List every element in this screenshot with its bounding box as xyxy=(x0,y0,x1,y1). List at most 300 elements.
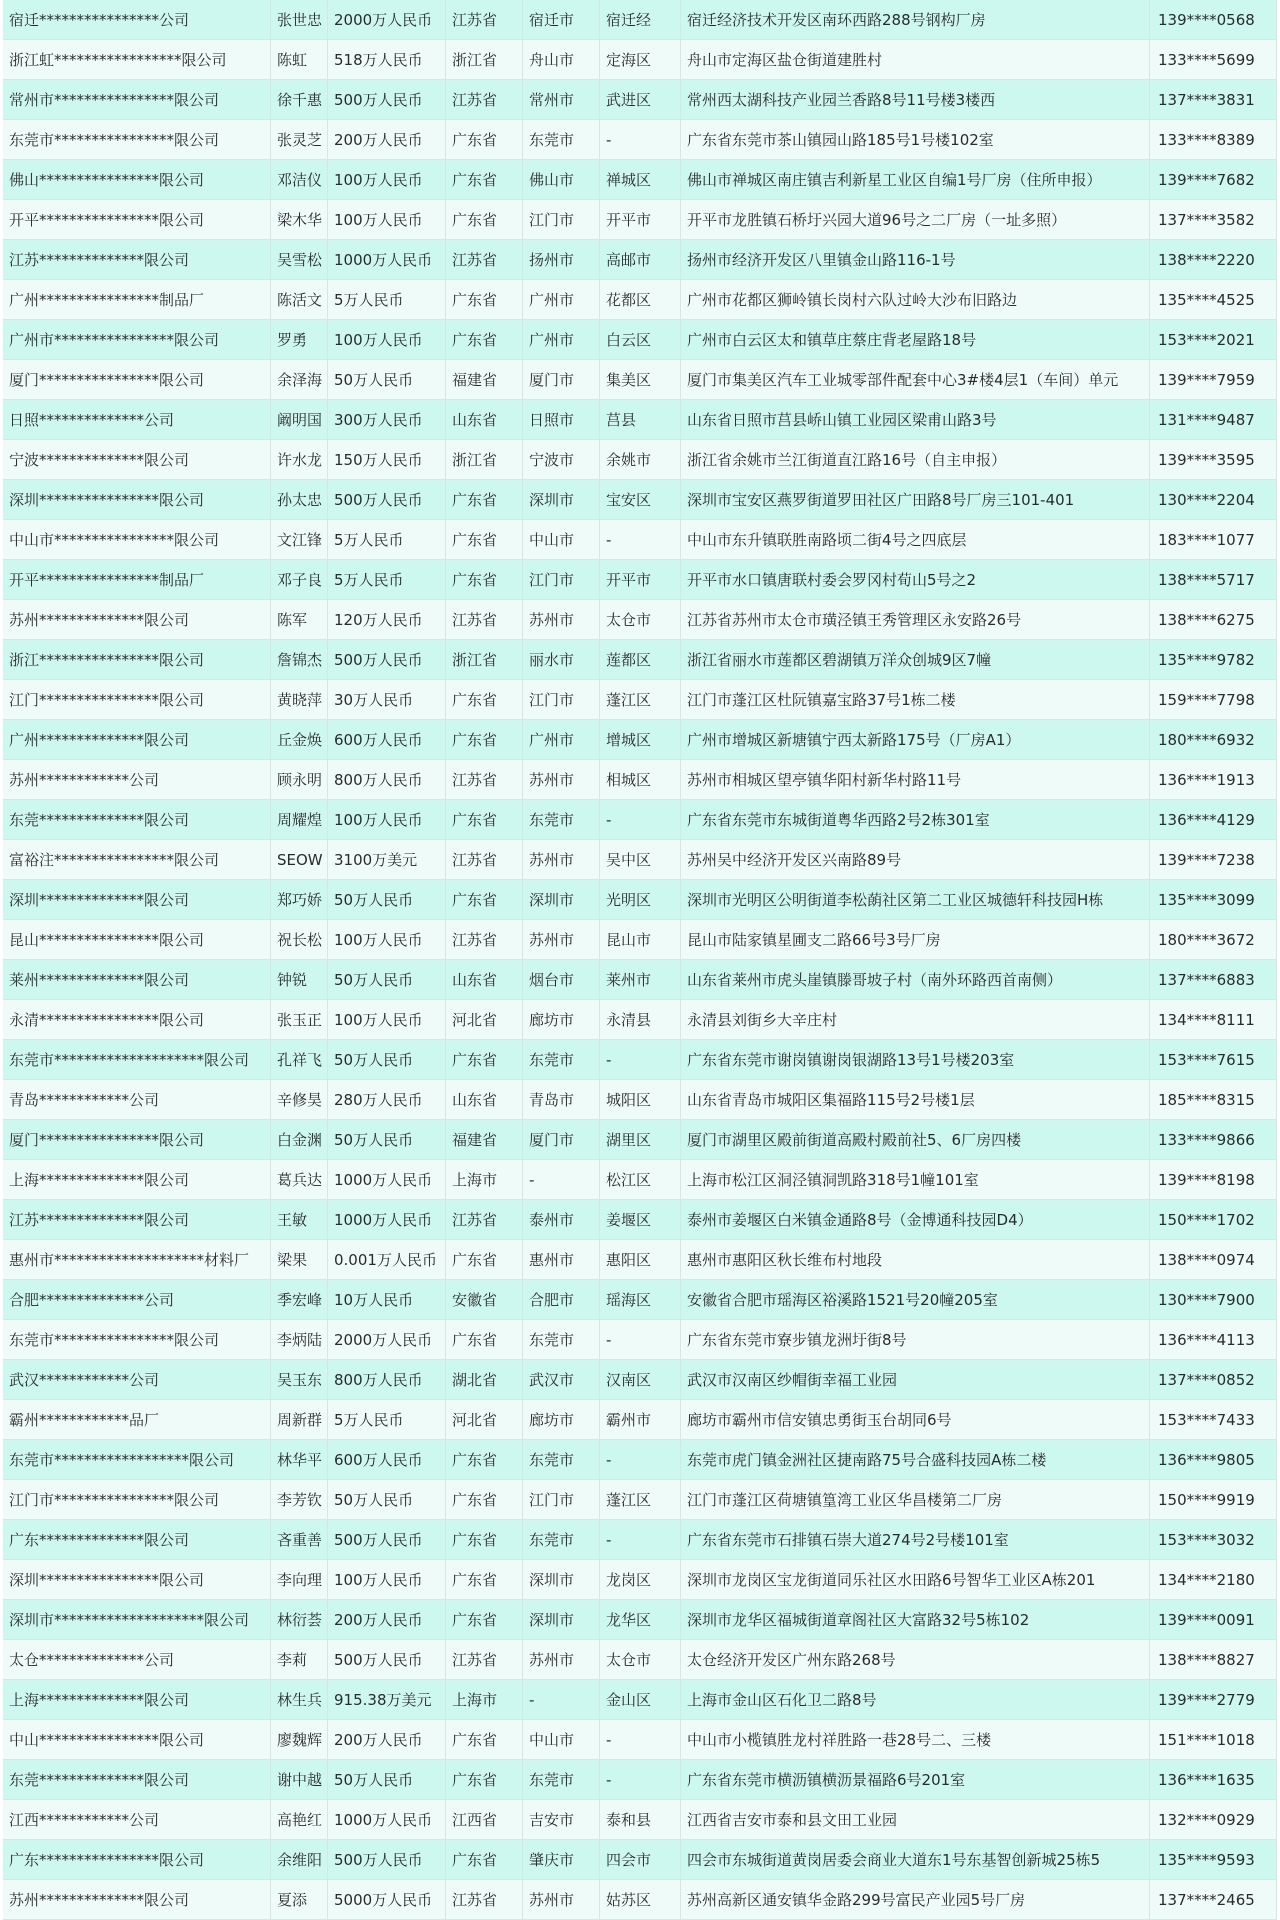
address-cell: 泰州市姜堰区白米镇金通路8号（金博通科技园D4） xyxy=(681,1200,1150,1240)
city-cell: 东莞市 xyxy=(523,1320,600,1360)
province-cell: 广东省 xyxy=(446,320,523,360)
province-cell: 广东省 xyxy=(446,1320,523,1360)
district-cell: - xyxy=(600,520,681,560)
table-row xyxy=(3,240,1277,280)
district-cell: 太仓市 xyxy=(600,600,681,640)
capital-cell: 0.001万人民币 xyxy=(328,1240,446,1280)
city-cell: 东莞市 xyxy=(523,1440,600,1480)
contact-cell: 钟锐 xyxy=(271,960,328,1000)
province-cell: 江苏省 xyxy=(446,1880,523,1920)
company-name-cell: 江门****************限公司 xyxy=(3,680,271,720)
capital-cell: 100万人民币 xyxy=(328,200,446,240)
company-table xyxy=(3,0,1277,1920)
table-row xyxy=(3,1000,1277,1040)
city-cell: 苏州市 xyxy=(523,920,600,960)
address-cell: 宿迁经济技术开发区南环西路288号钢构厂房 xyxy=(681,0,1150,40)
province-cell: 福建省 xyxy=(446,360,523,400)
address-cell: 常州西太湖科技产业园兰香路8号11号楼3楼西 xyxy=(681,80,1150,120)
city-cell: 常州市 xyxy=(523,80,600,120)
contact-cell: 廖魏辉 xyxy=(271,1720,328,1760)
contact-cell: 林衍荟 xyxy=(271,1600,328,1640)
address-cell: 苏州吴中经济开发区兴南路89号 xyxy=(681,840,1150,880)
contact-cell: 梁木华 xyxy=(271,200,328,240)
address-cell: 浙江省余姚市兰江街道直江路16号（自主申报） xyxy=(681,440,1150,480)
capital-cell: 1000万人民币 xyxy=(328,1200,446,1240)
contact-cell: 李莉 xyxy=(271,1640,328,1680)
company-name-cell: 太仓**************公司 xyxy=(3,1640,271,1680)
province-cell: 上海市 xyxy=(446,1160,523,1200)
table-row xyxy=(3,1880,1277,1920)
phone-cell: 185****8315 xyxy=(1150,1080,1277,1120)
address-cell: 广东省东莞市东城街道粤华西路2号2栋301室 xyxy=(681,800,1150,840)
contact-cell: 许水龙 xyxy=(271,440,328,480)
district-cell: - xyxy=(600,800,681,840)
province-cell: 江苏省 xyxy=(446,1640,523,1680)
district-cell: 蓬江区 xyxy=(600,680,681,720)
contact-cell: 梁果 xyxy=(271,1240,328,1280)
city-cell: 苏州市 xyxy=(523,1880,600,1920)
province-cell: 山东省 xyxy=(446,1080,523,1120)
capital-cell: 200万人民币 xyxy=(328,1720,446,1760)
city-cell: 宁波市 xyxy=(523,440,600,480)
district-cell: 相城区 xyxy=(600,760,681,800)
province-cell: 广东省 xyxy=(446,1560,523,1600)
district-cell: 永清县 xyxy=(600,1000,681,1040)
address-cell: 惠州市惠阳区秋长维布村地段 xyxy=(681,1240,1150,1280)
phone-cell: 137****6883 xyxy=(1150,960,1277,1000)
table-row xyxy=(3,1440,1277,1480)
city-cell: 中山市 xyxy=(523,1720,600,1760)
province-cell: 福建省 xyxy=(446,1120,523,1160)
table-row xyxy=(3,200,1277,240)
capital-cell: 150万人民币 xyxy=(328,440,446,480)
city-cell: 吉安市 xyxy=(523,1800,600,1840)
company-name-cell: 惠州市********************材料厂 xyxy=(3,1240,271,1280)
province-cell: 湖北省 xyxy=(446,1360,523,1400)
contact-cell: 辛修昊 xyxy=(271,1080,328,1120)
phone-cell: 150****9919 xyxy=(1150,1480,1277,1520)
table-row xyxy=(3,1560,1277,1600)
city-cell: 合肥市 xyxy=(523,1280,600,1320)
company-name-cell: 浙江虹*****************限公司 xyxy=(3,40,271,80)
company-name-cell: 浙江****************限公司 xyxy=(3,640,271,680)
contact-cell: 丘金焕 xyxy=(271,720,328,760)
table-row xyxy=(3,1040,1277,1080)
phone-cell: 138****0974 xyxy=(1150,1240,1277,1280)
city-cell: 宿迁市 xyxy=(523,0,600,40)
province-cell: 山东省 xyxy=(446,960,523,1000)
capital-cell: 500万人民币 xyxy=(328,640,446,680)
contact-cell: 林华平 xyxy=(271,1440,328,1480)
district-cell: 太仓市 xyxy=(600,1640,681,1680)
company-name-cell: 厦门****************限公司 xyxy=(3,360,271,400)
province-cell: 浙江省 xyxy=(446,640,523,680)
city-cell: 深圳市 xyxy=(523,880,600,920)
address-cell: 广东省东莞市石排镇石崇大道274号2号楼101室 xyxy=(681,1520,1150,1560)
capital-cell: 100万人民币 xyxy=(328,1000,446,1040)
contact-cell: 谢中越 xyxy=(271,1760,328,1800)
city-cell: 佛山市 xyxy=(523,160,600,200)
phone-cell: 139****3595 xyxy=(1150,440,1277,480)
address-cell: 昆山市陆家镇星圃支二路66号3号厂房 xyxy=(681,920,1150,960)
table-row xyxy=(3,1360,1277,1400)
city-cell: 廊坊市 xyxy=(523,1000,600,1040)
contact-cell: 林生兵 xyxy=(271,1680,328,1720)
city-cell: 惠州市 xyxy=(523,1240,600,1280)
table-row xyxy=(3,960,1277,1000)
capital-cell: 800万人民币 xyxy=(328,1360,446,1400)
contact-cell: 季宏峰 xyxy=(271,1280,328,1320)
province-cell: 广东省 xyxy=(446,880,523,920)
contact-cell: 陈活文 xyxy=(271,280,328,320)
city-cell: 中山市 xyxy=(523,520,600,560)
district-cell: - xyxy=(600,1760,681,1800)
capital-cell: 1000万人民币 xyxy=(328,1160,446,1200)
capital-cell: 500万人民币 xyxy=(328,80,446,120)
address-cell: 四会市东城街道黄岗居委会商业大道东1号东基智创新城25栋5 xyxy=(681,1840,1150,1880)
province-cell: 江苏省 xyxy=(446,840,523,880)
phone-cell: 136****9805 xyxy=(1150,1440,1277,1480)
district-cell: - xyxy=(600,1720,681,1760)
district-cell: 瑶海区 xyxy=(600,1280,681,1320)
capital-cell: 100万人民币 xyxy=(328,320,446,360)
contact-cell: 葛兵达 xyxy=(271,1160,328,1200)
table-row xyxy=(3,80,1277,120)
district-cell: - xyxy=(600,1440,681,1480)
province-cell: 广东省 xyxy=(446,1760,523,1800)
table-row xyxy=(3,920,1277,960)
address-cell: 厦门市集美区汽车工业城零部件配套中心3#楼4层1（车间）单元 xyxy=(681,360,1150,400)
phone-cell: 151****1018 xyxy=(1150,1720,1277,1760)
address-cell: 东莞市虎门镇金洲社区捷南路75号合盛科技园A栋二楼 xyxy=(681,1440,1150,1480)
company-name-cell: 富裕注****************限公司 xyxy=(3,840,271,880)
address-cell: 深圳市光明区公明街道李松蓢社区第二工业区城德轩科技园H栋 xyxy=(681,880,1150,920)
district-cell: 惠阳区 xyxy=(600,1240,681,1280)
phone-cell: 137****0852 xyxy=(1150,1360,1277,1400)
company-name-cell: 昆山****************限公司 xyxy=(3,920,271,960)
district-cell: 禅城区 xyxy=(600,160,681,200)
table-row xyxy=(3,0,1277,40)
city-cell: 深圳市 xyxy=(523,480,600,520)
city-cell: 江门市 xyxy=(523,560,600,600)
company-name-cell: 永清****************限公司 xyxy=(3,1000,271,1040)
table-row xyxy=(3,1600,1277,1640)
address-cell: 厦门市湖里区殿前街道高殿村殿前社5、6厂房四楼 xyxy=(681,1120,1150,1160)
phone-cell: 135****3099 xyxy=(1150,880,1277,920)
phone-cell: 138****8827 xyxy=(1150,1640,1277,1680)
district-cell: 定海区 xyxy=(600,40,681,80)
city-cell: 苏州市 xyxy=(523,1640,600,1680)
address-cell: 中山市小榄镇胜龙村祥胜路一巷28号二、三楼 xyxy=(681,1720,1150,1760)
phone-cell: 136****4113 xyxy=(1150,1320,1277,1360)
city-cell: 东莞市 xyxy=(523,800,600,840)
province-cell: 江苏省 xyxy=(446,760,523,800)
province-cell: 江苏省 xyxy=(446,600,523,640)
phone-cell: 137****3582 xyxy=(1150,200,1277,240)
city-cell: 烟台市 xyxy=(523,960,600,1000)
capital-cell: 300万人民币 xyxy=(328,400,446,440)
table-row xyxy=(3,720,1277,760)
district-cell: 姜堰区 xyxy=(600,1200,681,1240)
city-cell: 东莞市 xyxy=(523,1520,600,1560)
province-cell: 广东省 xyxy=(446,560,523,600)
table-row xyxy=(3,440,1277,480)
capital-cell: 500万人民币 xyxy=(328,1640,446,1680)
phone-cell: 137****3831 xyxy=(1150,80,1277,120)
table-row xyxy=(3,320,1277,360)
city-cell: 舟山市 xyxy=(523,40,600,80)
district-cell: 龙岗区 xyxy=(600,1560,681,1600)
city-cell: 苏州市 xyxy=(523,760,600,800)
province-cell: 江苏省 xyxy=(446,0,523,40)
table-row xyxy=(3,1480,1277,1520)
address-cell: 中山市东升镇联胜南路顷二街4号之四底层 xyxy=(681,520,1150,560)
phone-cell: 134****8111 xyxy=(1150,1000,1277,1040)
company-name-cell: 广东****************限公司 xyxy=(3,1840,271,1880)
address-cell: 开平市龙胜镇石桥圩兴园大道96号之二厂房（一址多照） xyxy=(681,200,1150,240)
district-cell: - xyxy=(600,1520,681,1560)
address-cell: 江苏省苏州市太仓市璜泾镇王秀管理区永安路26号 xyxy=(681,600,1150,640)
address-cell: 苏州市相城区望亭镇华阳村新华村路11号 xyxy=(681,760,1150,800)
district-cell: 白云区 xyxy=(600,320,681,360)
address-cell: 山东省日照市莒县峤山镇工业园区梁甫山路3号 xyxy=(681,400,1150,440)
address-cell: 深圳市龙华区福城街道章阁社区大富路32号5栋102 xyxy=(681,1600,1150,1640)
capital-cell: 100万人民币 xyxy=(328,920,446,960)
table-row xyxy=(3,520,1277,560)
company-name-cell: 上海**************限公司 xyxy=(3,1680,271,1720)
phone-cell: 153****3032 xyxy=(1150,1520,1277,1560)
district-cell: 余姚市 xyxy=(600,440,681,480)
phone-cell: 180****6932 xyxy=(1150,720,1277,760)
capital-cell: 50万人民币 xyxy=(328,1760,446,1800)
province-cell: 广东省 xyxy=(446,1840,523,1880)
company-name-cell: 广东**************限公司 xyxy=(3,1520,271,1560)
contact-cell: 高艳红 xyxy=(271,1800,328,1840)
capital-cell: 50万人民币 xyxy=(328,880,446,920)
table-row xyxy=(3,1120,1277,1160)
address-cell: 安徽省合肥市瑶海区裕溪路1521号20幢205室 xyxy=(681,1280,1150,1320)
company-name-cell: 江苏**************限公司 xyxy=(3,1200,271,1240)
company-name-cell: 开平****************制品厂 xyxy=(3,560,271,600)
table-row xyxy=(3,280,1277,320)
company-name-cell: 东莞市****************限公司 xyxy=(3,120,271,160)
address-cell: 舟山市定海区盐仓街道建胜村 xyxy=(681,40,1150,80)
district-cell: 姑苏区 xyxy=(600,1880,681,1920)
contact-cell: 祝长松 xyxy=(271,920,328,960)
capital-cell: 2000万人民币 xyxy=(328,1320,446,1360)
phone-cell: 183****1077 xyxy=(1150,520,1277,560)
contact-cell: 周耀煌 xyxy=(271,800,328,840)
company-name-cell: 开平****************限公司 xyxy=(3,200,271,240)
capital-cell: 120万人民币 xyxy=(328,600,446,640)
phone-cell: 138****6275 xyxy=(1150,600,1277,640)
table-row xyxy=(3,1840,1277,1880)
province-cell: 广东省 xyxy=(446,720,523,760)
phone-cell: 139****7959 xyxy=(1150,360,1277,400)
company-name-cell: 东莞**************限公司 xyxy=(3,1760,271,1800)
company-name-cell: 广州**************限公司 xyxy=(3,720,271,760)
capital-cell: 5万人民币 xyxy=(328,280,446,320)
table-row xyxy=(3,840,1277,880)
phone-cell: 138****2220 xyxy=(1150,240,1277,280)
table-row xyxy=(3,360,1277,400)
table-row xyxy=(3,1680,1277,1720)
contact-cell: 邓洁仪 xyxy=(271,160,328,200)
table-row xyxy=(3,600,1277,640)
contact-cell: 余维阳 xyxy=(271,1840,328,1880)
address-cell: 江西省吉安市泰和县文田工业园 xyxy=(681,1800,1150,1840)
district-cell: 增城区 xyxy=(600,720,681,760)
province-cell: 广东省 xyxy=(446,1520,523,1560)
capital-cell: 3100万美元 xyxy=(328,840,446,880)
table-row xyxy=(3,120,1277,160)
company-name-cell: 日照**************公司 xyxy=(3,400,271,440)
contact-cell: 顾永明 xyxy=(271,760,328,800)
contact-cell: 黄晓萍 xyxy=(271,680,328,720)
address-cell: 广东省东莞市寮步镇龙洲圩街8号 xyxy=(681,1320,1150,1360)
capital-cell: 5万人民币 xyxy=(328,1400,446,1440)
contact-cell: 陈虹 xyxy=(271,40,328,80)
province-cell: 广东省 xyxy=(446,280,523,320)
city-cell: 江门市 xyxy=(523,1480,600,1520)
company-name-cell: 苏州**************限公司 xyxy=(3,600,271,640)
table-row xyxy=(3,1280,1277,1320)
phone-cell: 133****5699 xyxy=(1150,40,1277,80)
contact-cell: 白金渊 xyxy=(271,1120,328,1160)
province-cell: 广东省 xyxy=(446,480,523,520)
city-cell: 江门市 xyxy=(523,680,600,720)
province-cell: 山东省 xyxy=(446,400,523,440)
province-cell: 广东省 xyxy=(446,120,523,160)
table-row xyxy=(3,680,1277,720)
address-cell: 广州市白云区太和镇草庄蔡庄背老屋路18号 xyxy=(681,320,1150,360)
table-row xyxy=(3,1200,1277,1240)
contact-cell: 李芳钦 xyxy=(271,1480,328,1520)
capital-cell: 500万人民币 xyxy=(328,480,446,520)
company-name-cell: 常州市****************限公司 xyxy=(3,80,271,120)
address-cell: 广州市增城区新塘镇宁西太新路175号（厂房A1） xyxy=(681,720,1150,760)
company-name-cell: 中山市****************限公司 xyxy=(3,520,271,560)
province-cell: 广东省 xyxy=(446,1480,523,1520)
province-cell: 广东省 xyxy=(446,680,523,720)
contact-cell: 孔祥飞 xyxy=(271,1040,328,1080)
district-cell: 花都区 xyxy=(600,280,681,320)
phone-cell: 131****9487 xyxy=(1150,400,1277,440)
city-cell: 日照市 xyxy=(523,400,600,440)
city-cell: - xyxy=(523,1160,600,1200)
address-cell: 太仓经济开发区广州东路268号 xyxy=(681,1640,1150,1680)
district-cell: 泰和县 xyxy=(600,1800,681,1840)
table-row xyxy=(3,640,1277,680)
province-cell: 安徽省 xyxy=(446,1280,523,1320)
city-cell: 丽水市 xyxy=(523,640,600,680)
address-cell: 扬州市经济开发区八里镇金山路116-1号 xyxy=(681,240,1150,280)
table-row xyxy=(3,1240,1277,1280)
city-cell: 厦门市 xyxy=(523,1120,600,1160)
province-cell: 浙江省 xyxy=(446,440,523,480)
company-name-cell: 江苏**************限公司 xyxy=(3,240,271,280)
district-cell: 武进区 xyxy=(600,80,681,120)
province-cell: 上海市 xyxy=(446,1680,523,1720)
district-cell: - xyxy=(600,1040,681,1080)
table-row xyxy=(3,760,1277,800)
address-cell: 廊坊市霸州市信安镇忠勇街玉台胡同6号 xyxy=(681,1400,1150,1440)
table-row xyxy=(3,800,1277,840)
table-row xyxy=(3,1800,1277,1840)
phone-cell: 133****9866 xyxy=(1150,1120,1277,1160)
contact-cell: 张灵芝 xyxy=(271,120,328,160)
phone-cell: 139****8198 xyxy=(1150,1160,1277,1200)
district-cell: 开平市 xyxy=(600,200,681,240)
capital-cell: 5万人民币 xyxy=(328,520,446,560)
phone-cell: 130****7900 xyxy=(1150,1280,1277,1320)
company-name-cell: 广州市****************限公司 xyxy=(3,320,271,360)
phone-cell: 153****2021 xyxy=(1150,320,1277,360)
company-name-cell: 深圳市********************限公司 xyxy=(3,1600,271,1640)
address-cell: 佛山市禅城区南庄镇吉利新星工业区自编1号厂房（住所申报） xyxy=(681,160,1150,200)
contact-cell: 陈军 xyxy=(271,600,328,640)
table-row xyxy=(3,400,1277,440)
address-cell: 浙江省丽水市莲都区碧湖镇万洋众创城9区7幢 xyxy=(681,640,1150,680)
city-cell: 苏州市 xyxy=(523,840,600,880)
city-cell: 东莞市 xyxy=(523,1040,600,1080)
capital-cell: 800万人民币 xyxy=(328,760,446,800)
contact-cell: 文江锋 xyxy=(271,520,328,560)
phone-cell: 130****2204 xyxy=(1150,480,1277,520)
capital-cell: 5万人民币 xyxy=(328,560,446,600)
district-cell: - xyxy=(600,1320,681,1360)
province-cell: 广东省 xyxy=(446,520,523,560)
contact-cell: 吴玉东 xyxy=(271,1360,328,1400)
province-cell: 广东省 xyxy=(446,1720,523,1760)
phone-cell: 139****0091 xyxy=(1150,1600,1277,1640)
company-name-cell: 上海**************限公司 xyxy=(3,1160,271,1200)
phone-cell: 138****5717 xyxy=(1150,560,1277,600)
table-row xyxy=(3,1720,1277,1760)
capital-cell: 915.38万美元 xyxy=(328,1680,446,1720)
contact-cell: 李炳陆 xyxy=(271,1320,328,1360)
province-cell: 浙江省 xyxy=(446,40,523,80)
table-row xyxy=(3,880,1277,920)
capital-cell: 518万人民币 xyxy=(328,40,446,80)
contact-cell: 张世忠 xyxy=(271,0,328,40)
province-cell: 江苏省 xyxy=(446,920,523,960)
capital-cell: 200万人民币 xyxy=(328,1600,446,1640)
phone-cell: 134****2180 xyxy=(1150,1560,1277,1600)
contact-cell: 孙太忠 xyxy=(271,480,328,520)
district-cell: 湖里区 xyxy=(600,1120,681,1160)
company-name-cell: 厦门****************限公司 xyxy=(3,1120,271,1160)
company-name-cell: 合肥**************公司 xyxy=(3,1280,271,1320)
phone-cell: 137****2465 xyxy=(1150,1880,1277,1920)
district-cell: 莒县 xyxy=(600,400,681,440)
capital-cell: 50万人民币 xyxy=(328,960,446,1000)
phone-cell: 139****7238 xyxy=(1150,840,1277,880)
contact-cell: 吴雪松 xyxy=(271,240,328,280)
address-cell: 山东省莱州市虎头崖镇滕哥坡子村（南外环路西首南侧） xyxy=(681,960,1150,1000)
district-cell: 光明区 xyxy=(600,880,681,920)
company-name-cell: 东莞市****************限公司 xyxy=(3,1320,271,1360)
district-cell: 龙华区 xyxy=(600,1600,681,1640)
capital-cell: 500万人民币 xyxy=(328,1840,446,1880)
capital-cell: 500万人民币 xyxy=(328,1520,446,1560)
table-row xyxy=(3,160,1277,200)
address-cell: 江门市蓬江区荷塘镇篁湾工业区华昌楼第二厂房 xyxy=(681,1480,1150,1520)
address-cell: 上海市松江区洞泾镇洞凯路318号1幢101室 xyxy=(681,1160,1150,1200)
company-name-cell: 苏州**************限公司 xyxy=(3,1880,271,1920)
province-cell: 广东省 xyxy=(446,160,523,200)
district-cell: 吴中区 xyxy=(600,840,681,880)
